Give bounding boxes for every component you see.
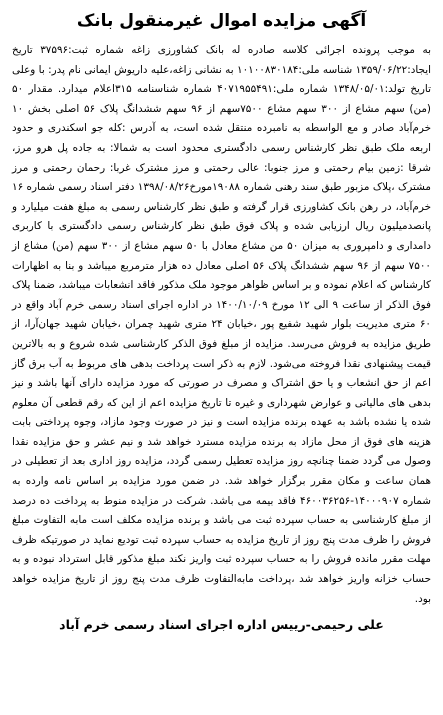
auction-notice	[10, 8, 433, 708]
notice-body: به موجب پرونده اجرائی کلاسه صادره له بانک کشاورزی زاغه شماره ثبت:۳۷۵۹۶ تاریخ ایجاد:۱۳۵۹/۰۶/۲۲ شناسه ملی:۱۰۱۰۰۸۳۰۱۸۴ به نشانی زاغه،علیه داریوش ایمانی نام پدر: با وعلی تاریخ تولد:۱۳۴۸/۰۵/۰۱ شماره ملی:۴۰۷۱۹۵۵۴۹۱ شماره شناسنامه ۳۱۵اعلام میدارد. مقدار ۵۰ (من) سهم مشاع از ۳۰۰ سهم مشاع ۷۵۰۰سهم از ۹۶ سهم ششدانگ پلاک ۵۶ اصلی بخش ۱۰ خرم‌آباد صادر و مع الواسطه به نامبرده منتقل شده است، به آدرس :کله جو اسکندری و حدود اربعه ملک طبق نظر کارشناس رسمی دادگستری محدود است به شمالا: به جاده پل هرو مرز، شرقا :زمین بیام رحمتی و مرز جنوبا: عالی رحمتی و مرز مشترک غربا: رحمان رحمتی و مرز مشترک ،پلاک مزبور طبق سند رهنی شماره ۱۹۰۸۸مورخ۱۳۹۸/۰۸/۲۶ دفتر اسناد رسمی شماره ۱۶ خرم‌آباد، در رهن بانک کشاورزی قرار گرفته و طبق نظر کارشناس رسمی به مبلغ هفت میلیارد و پانصدمیلیون ریال ارزیابی شده و پلاک فوق طبق نظر کارشناس رسمی دادگستری با کاربری دامداری و دامپروری به میزان ۵۰ من مشاع معادل با ۵۰ سهم مشاع از ۳۰۰ سهم (من) مشاع از ۷۵۰۰ سهم از ۹۶ سهم ششدانگ پلاک ۵۶ اصلی معادل ده هزار مترمربع میباشد و بنا به اظهارات کارشناس که اعلام نموده و بر اساس ظواهر موجود ملک مذکور فاقد انشعابات میباشد، ضمنا پلاک فوق الذکر از ساعت ۹ الی ۱۲ مورخ ۱۴۰۰/۱۰/۰۹ در اداره اجرای اسناد رسمی خرم آباد واقع در ۶۰ متری مدیریت بلوار شهید شفیع پور ،خیابان ۲۴ متری شهید چمران ،خیابان شهید جهان‌آرا، از طریق مزایده به فروش می‌رسد. مزایده از مبلغ فوق الذکر کارشناسی شده شروع و به بالاترین قیمت پیشنهادی نقدا فروخته می‌شود. لازم به ذکر است پرداخت بدهی های مربوط به آب برق گاز اعم از حق انشعاب و یا حق اشتراک و مصرف در صورتی که مورد مزایده دارای آنها باشد و نیز بدهی های مالیاتی و عوارض شهرداری و غیره تا تاریخ مزایده اعم از این که رقم قطعی آن معلوم شده یا نشده باشد به عهده برنده مزایده است و نیز در صورت وجود مازاد، وجوه پرداختی بابت هزینه های فوق از محل مازاد به برنده مزایده مسترد خواهد شد و نیم عشر و حق مزایده نقدا وصول می گردد ضمنا چنانچه روز مزایده تعطیل رسمی گردد، مزایده روز اداری بعد از تعطیلی در همان ساعت و مکان مقرر برگزار خواهد شد. در ضمن مورد مزایده بر اساس نامه وارده به شماره ۱۴۰۰۰۹۰۷-۴۶۰۰۳۶۲۵۶ فاقد بیمه می باشد. شرکت در مزایده منوط به پرداخت ده درصد از مبلغ کارشناسی به حساب سپرده ثبت می باشد و برنده مزایده مکلف است مابه التفاوت مبلغ فروش را ظرف مدت پنج روز از تاریخ مزایده به حساب سپرده ثبت تودیع نماید در صورتیکه ظرف مهلت مقرر مانده فروش را به حساب سپرده ثبت واریز نکند مبلغ مذکور قابل استرداد نبوده و به حساب خزانه واریز خواهد شد ،پرداخت مابه‌التفاوت ظرف مدت پنج روز از تاریخ مزایده خواهد بود.	[12, 44, 432, 605]
notice-title: آگهی مزایده اموال غیرمنقول بانک	[76, 11, 367, 31]
notice-signature: علی رحیمی-رییس اداره اجرای اسناد رسمی خرم آباد	[59, 617, 384, 633]
